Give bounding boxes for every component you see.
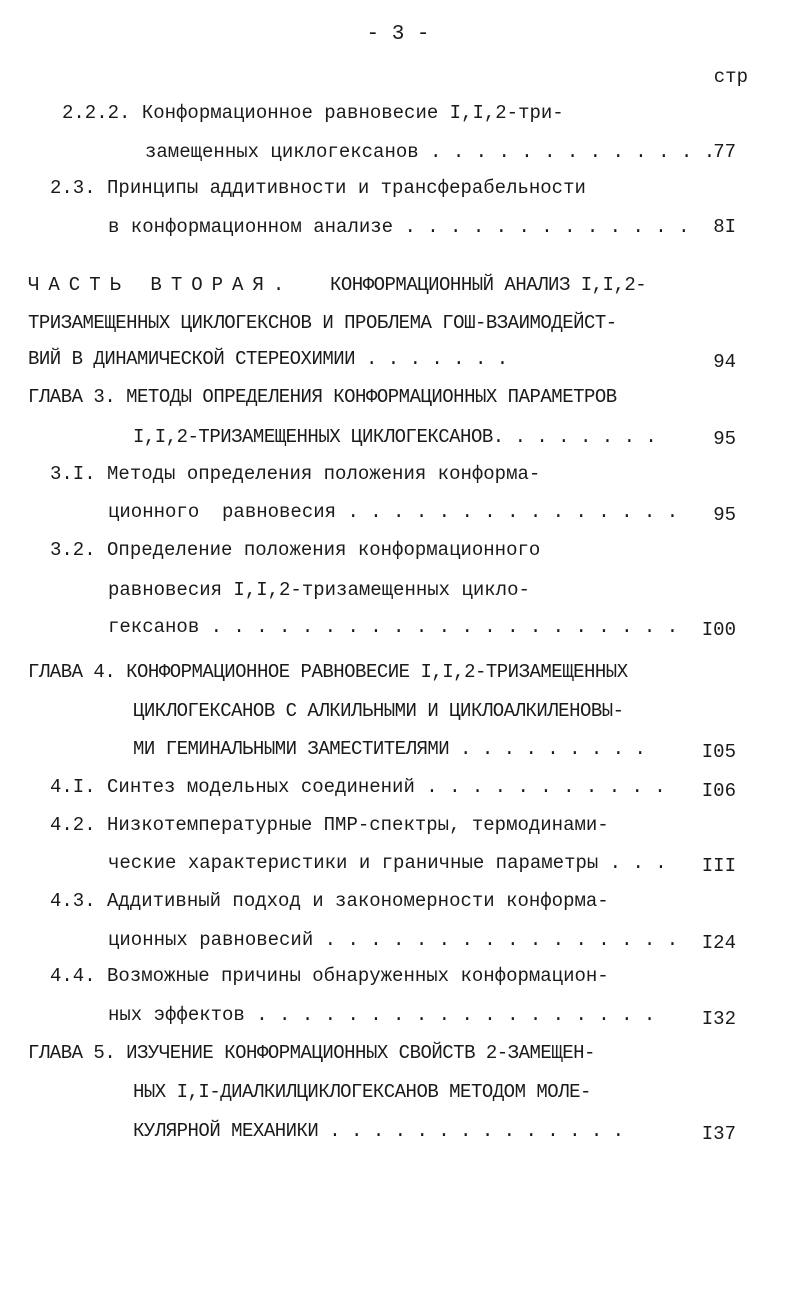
toc-line: замещенных циклогексанов . . . . . . . . . . . . .	[145, 141, 716, 163]
toc-line: 4.I. Синтез модельных соединений . . . . . . . . . . .	[50, 776, 666, 798]
toc-page-number: III	[701, 855, 736, 877]
toc-line: ГЛАВА 3. МЕТОДЫ ОПРЕДЕЛЕНИЯ КОНФОРМАЦИОННЫХ ПАРАМЕТРОВ	[28, 386, 617, 408]
toc-line: ГЛАВА 5. ИЗУЧЕНИЕ КОНФОРМАЦИОННЫХ СВОЙСТВ 2-ЗАМЕЩЕН-	[28, 1042, 595, 1064]
toc-line: 4.3. Аддитивный подход и закономерности конформа-	[50, 890, 609, 912]
toc-page-number: I32	[701, 1008, 736, 1030]
toc-line: ЦИКЛОГЕКСАНОВ С АЛКИЛЬНЫМИ И ЦИКЛОАЛКИЛЕНОВЫ-	[133, 700, 624, 722]
toc-line: 2.2.2. Конформационное равновесие I,I,2-три-	[62, 102, 564, 124]
toc-line: 4.4. Возможные причины обнаруженных конформацион-	[50, 965, 609, 987]
toc-line: 2.3. Принципы аддитивности и трансферабельности	[50, 177, 586, 199]
toc-line: ГЛАВА 4. КОНФОРМАЦИОННОЕ РАВНОВЕСИЕ I,I,2-ТРИЗАМЕЩЕННЫХ	[28, 661, 628, 683]
part-label: ЧАСТЬ ВТОРАЯ.	[28, 274, 294, 296]
toc-line: ционного равновесия . . . . . . . . . . . . . . .	[108, 501, 679, 523]
page-column-label: стр	[713, 66, 748, 88]
toc-page-number: I37	[701, 1123, 736, 1145]
toc-page-number: 8I	[713, 216, 736, 238]
toc-line: ческие характеристики и граничные параметры . . .	[108, 852, 667, 874]
toc-page-number: I24	[701, 932, 736, 954]
page-number-header: - 3 -	[366, 23, 430, 46]
toc-line: равновесия I,I,2-тризамещенных цикло-	[108, 579, 530, 601]
toc-line: ных эффектов . . . . . . . . . . . . . . . . . .	[108, 1004, 656, 1026]
toc-line: гексанов . . . . . . . . . . . . . . . . . . . . .	[108, 616, 679, 638]
toc-page-number: I00	[701, 619, 736, 641]
toc-line: НЫХ I,I-ДИАЛКИЛЦИКЛОГЕКСАНОВ МЕТОДОМ МОЛЕ-	[133, 1081, 591, 1103]
toc-line: КУЛЯРНОЙ МЕХАНИКИ . . . . . . . . . . . . . .	[133, 1120, 624, 1142]
toc-page-number: I05	[701, 741, 736, 763]
toc-line: 4.2. Низкотемпературные ПМР-спектры, термодинами-	[50, 814, 609, 836]
toc-page-number: I06	[701, 780, 736, 802]
toc-line: 3.I. Методы определения положения конформа-	[50, 463, 541, 485]
toc-line: 3.2. Определение положения конформационного	[50, 539, 541, 561]
toc-page-number: 77	[713, 141, 736, 163]
toc-line: ТРИЗАМЕЩЕННЫХ ЦИКЛОГЕКСНОВ И ПРОБЛЕМА ГОШ-ВЗАИМОДЕЙСТ-	[28, 312, 617, 334]
toc-line: КОНФОРМАЦИОННЫЙ АНАЛИЗ I,I,2-	[330, 274, 647, 296]
toc-page-number: 94	[713, 351, 736, 373]
toc-page-number: 95	[713, 504, 736, 526]
toc-page-number: 95	[713, 428, 736, 450]
toc-line: в конформационном анализе . . . . . . . . . . . . .	[108, 216, 690, 238]
toc-line: ционных равновесий . . . . . . . . . . . . . . . .	[108, 929, 679, 951]
toc-line: МИ ГЕМИНАЛЬНЫМИ ЗАМЕСТИТЕЛЯМИ . . . . . . . . .	[133, 738, 646, 760]
toc-line: ВИЙ В ДИНАМИЧЕСКОЙ СТЕРЕОХИМИИ . . . . . . .	[28, 348, 508, 370]
toc-line: I,I,2-ТРИЗАМЕЩЕННЫХ ЦИКЛОГЕКСАНОВ. . . . . . . .	[133, 426, 657, 448]
